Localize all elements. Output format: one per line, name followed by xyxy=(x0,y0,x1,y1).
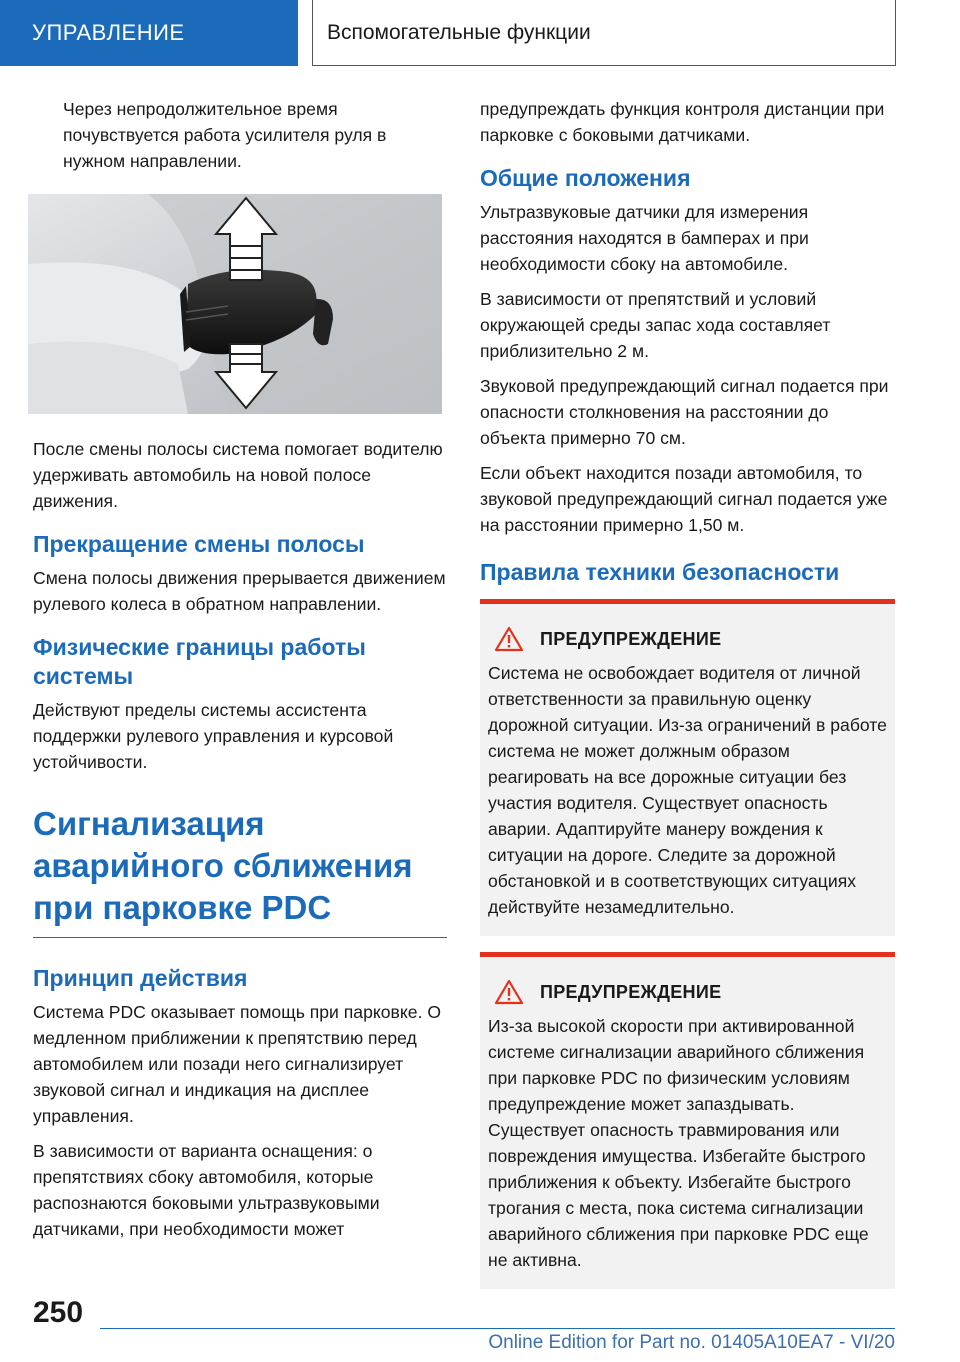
after-photo-paragraph: После смены полосы система помогает водителю удерживать автомобиль на новой полосе движения. xyxy=(33,439,443,511)
principle-paragraph: Система PDC оказывает помощь при парковке. О медленном приближении к препятствию перед автомобилем или позади него сигнализирует звуковой сигнал и индикация на дисплее управления. xyxy=(33,1002,442,1126)
heading-general: Общие положения xyxy=(480,165,691,191)
chapter-tab xyxy=(0,0,298,66)
warning-text: Из-за высокой скорости при активированной системе сигнализации аварийного сближения при парковке PDC по физическим условиям предупреждение может запаздывать. Существует опасность травмирования или повреждения имущества. Избегайте быстрого приближения к объекту. Избегайте быстрого трогания с места, пока система сигнализации аварийного сближения при парковке PDC еще не активна. xyxy=(488,1016,869,1270)
left-column xyxy=(33,96,447,1251)
heading-principle: Принцип действия xyxy=(33,965,248,991)
heading-safety: Правила техники безопасности xyxy=(480,559,840,585)
general-paragraph-2: В зависимости от препятствий и условий окружающей среды запас хода составляет приблизительно 2 м. xyxy=(480,289,831,361)
warning-text: Система не освобождает водителя от личной ответственности за правильную оценку дорожной ситуации. Из-за ограничений в работе система не может должным образом реагировать на все дорожные ситуации без участия водителя. Существует опасность аварии. Адаптируйте манеру вождения к ситуации на дороге. Следите за дорожной обстановкой и в соответствующих ситуациях действуйте незамедлительно. xyxy=(488,663,887,917)
general-paragraph-1: Ультразвуковые датчики для измерения расстояния находятся в бамперах и при необходимости сбоку на автомобиле. xyxy=(480,202,809,274)
edition-footer: Online Edition for Part no. 01405A10EA7 - VI/20 xyxy=(488,1332,895,1353)
general-paragraph-3: Звуковой предупреждающий сигнал подается при опасности столкновения на расстоянии до объекта примерно 70 см. xyxy=(480,376,889,448)
warning-title: ПРЕДУПРЕЖДЕНИЕ xyxy=(540,981,722,1002)
warning-triangle-icon xyxy=(494,626,524,652)
heading-system-limits: Физические границы работы системы xyxy=(33,634,366,689)
right-column xyxy=(480,96,895,1305)
warning-header xyxy=(488,626,887,652)
warning-header xyxy=(488,979,887,1005)
warning-title: ПРЕДУПРЕЖДЕНИЕ xyxy=(540,628,722,649)
warning-box-2 xyxy=(480,952,895,1289)
section-header xyxy=(312,0,896,66)
turn-signal-lever-photo xyxy=(28,194,442,414)
variant-paragraph: В зависимости от варианта оснащения: о препятствиях сбоку автомобиля, которые распознаются боковыми ультразвуковыми датчиками, при необходимости может xyxy=(33,1141,380,1239)
footer-divider xyxy=(100,1328,895,1329)
warning-triangle-icon xyxy=(494,979,524,1005)
heading-stop-lane-change: Прекращение смены полосы xyxy=(33,531,365,557)
chapter-title: УПРАВЛЕНИЕ xyxy=(32,20,185,45)
stop-lane-change-paragraph: Смена полосы движения прерывается движением рулевого колеса в обратном направлении. xyxy=(33,568,446,614)
general-paragraph-4: Если объект находится позади автомобиля, то звуковой предупреждающий сигнал подается уже на расстоянии примерно 1,50 м. xyxy=(480,463,888,535)
section-title: Вспомогательные функции xyxy=(327,20,591,44)
intro-paragraph: Через непродолжительное время почувствуется работа усилителя руля в нужном направлении. xyxy=(63,99,387,171)
heading-pdc: Сигнализация аварийного сближения при парковке PDC xyxy=(33,803,447,938)
warning-box-1 xyxy=(480,599,895,936)
system-limits-paragraph: Действуют пределы системы ассистента поддержки рулевого управления и курсовой устойчивости. xyxy=(33,700,394,772)
page-number: 250 xyxy=(33,1296,84,1329)
continued-paragraph: предупреждать функция контроля дистанции при парковке с боковыми датчиками. xyxy=(480,99,885,145)
